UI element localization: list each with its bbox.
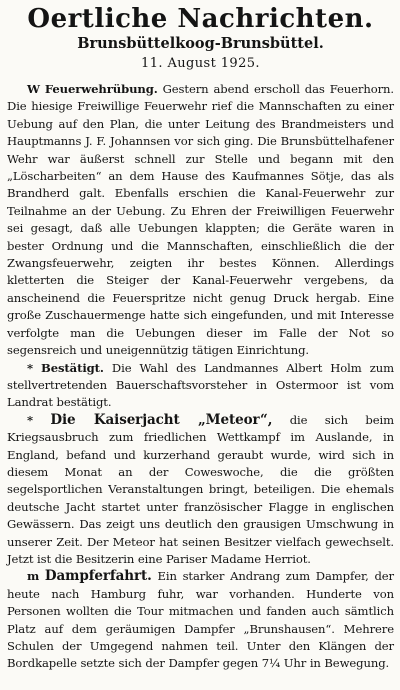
- article-body: Die Wahl des Landmannes Albert Holm zum stellvertretenden Bauerschaftsvorsteher in Ostermoor ist vom Landrat bestätigt.: [7, 360, 394, 410]
- section-title: Oertliche Nachrichten.: [27, 4, 374, 34]
- article-bestaetigt: [7, 360, 394, 412]
- article-body: Ein starker Andrang zum Dampfer, der heute nach Hamburg fuhr, war vorhanden. Hunderte von Personen wollten die Tour mitmachen und fanden auch sämtlich Platz auf dem geräumigen Dampfer „Brunshausen“. Mehrere Schulen der Umgegend nahmen teil. Unter den Klängen der Bordkapelle setzte sich der Dampfer gegen 7¼ Uhr in Bewegung.: [7, 569, 394, 671]
- article-body: die sich beim Kriegsausbruch zum friedlichen Wettkampf im Auslande, in England, befand und kurzerhand geraubt wurde, wird sich in diesem Monat an der Coweswoche, die die größten segelsportlichen Veranstaltungen bringt, beteiligen. Die ehemals deutsche Jacht startet unter französischer Flagge in englischen Gewässern. Das zeigt uns deutlich den grausigen Umschwung in unserer Zeit. Der Meteor hat seinen Besitzer vielfach gewechselt. Jetzt ist die Besitzerin eine Pariser Madame Herriot.: [7, 412, 394, 566]
- article-headline: Dampferfahrt.: [44, 568, 152, 585]
- location-subtitle: Brunsbüttelkoog-Brunsbüttel.: [77, 35, 324, 52]
- article-headline: Bestätigt.: [41, 360, 104, 375]
- issue-date: 11. August 1925.: [141, 56, 260, 71]
- article-marker: *: [27, 412, 33, 427]
- article-dampferfahrt: [7, 568, 394, 672]
- section-header: [7, 4, 394, 73]
- article-marker: W: [27, 82, 40, 96]
- article-kaiserjacht: [7, 412, 394, 569]
- article-headline: Feuerwehrübung.: [44, 82, 158, 96]
- article-body: Gestern abend erscholl das Feuerhorn. Die hiesige Freiwillige Feuerwehr rief die Mannschaften zu einer Uebung auf den Plan, die unter Leitung des Brandmeisters und Hauptmanns J. F. Johannsen vor sich ging. Die Brunsbüttelhafener Wehr war äußerst schnell zur Stelle und begann mit den „Löscharbeiten“ an dem Hause des Kaufmannes Sötje, das als Brandherd galt. Ebenfalls erschien die Kanal-Feuerwehr zur Teilnahme an der Uebung. Zu Ehren der Freiwilligen Feuerwehr sei gesagt, daß alle Uebungen klappten; die Geräte waren in bester Ordnung und die Mannschaften, einschließlich die der Zwangsfeuerwehr, zeigten ihr bestes Können. Allerdings kletterten die Steiger der Kanal-Feuerwehr vergebens, da anscheinend die Feuerspritze nicht genug Druck hergab. Eine große Zuschauermenge hatte sich eingefunden, und mit Interesse verfolgte man die Uebungen dieser im Falle der Not so segensreich und uneigennützig tätigen Einrichtung.: [7, 82, 394, 358]
- article-feuerwehruebung: [7, 81, 394, 360]
- article-marker: *: [27, 360, 33, 375]
- article-marker: m: [27, 569, 40, 584]
- article-headline: Die Kaiserjacht „Meteor“,: [50, 411, 273, 428]
